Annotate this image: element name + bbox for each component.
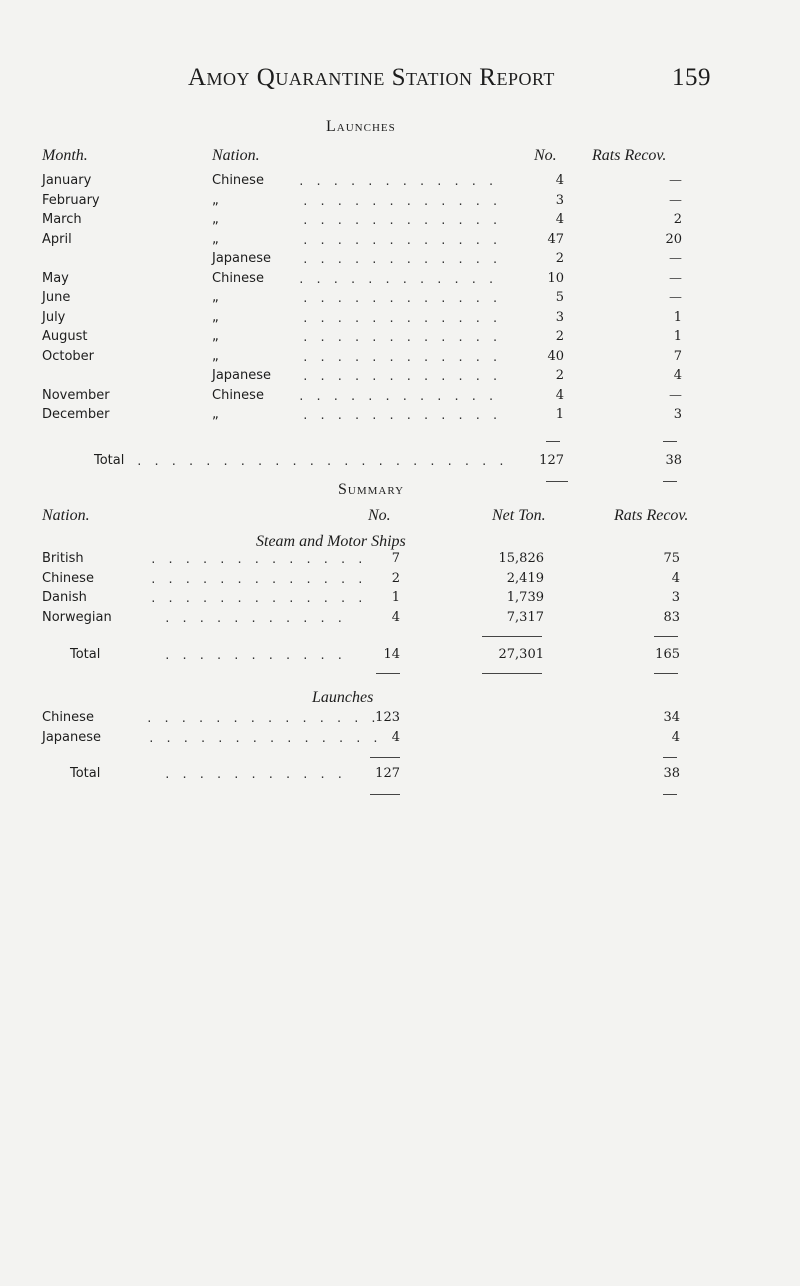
table-row-nation: „ bbox=[212, 290, 219, 305]
steam-total-no: 14 bbox=[383, 647, 400, 662]
page-number: 159 bbox=[672, 64, 711, 91]
table-row-no: 2 bbox=[555, 329, 564, 344]
table-row-dots: . . . . . . . . . . . . bbox=[298, 273, 497, 286]
table-row-nation: „ bbox=[212, 310, 219, 325]
table-row-dots: . . . . . . . . . . . bbox=[164, 612, 346, 625]
col-nation-header: Nation. bbox=[212, 147, 260, 164]
table-row-dots: . . . . . . . . . . . . bbox=[302, 331, 501, 344]
table-row-dots: . . . . . . . . . . . . . bbox=[150, 573, 366, 586]
table-row-nation: British bbox=[42, 551, 84, 566]
table-row-no: 4 bbox=[391, 730, 400, 745]
table-row-month: October bbox=[42, 349, 95, 364]
summary-launches-total-rats: 38 bbox=[663, 766, 680, 781]
table-row-nation: Japanese bbox=[42, 730, 102, 745]
col-rats-header: Rats Recov. bbox=[592, 147, 667, 164]
summary-launches-rats-rule-top bbox=[663, 757, 677, 758]
steam-motor-heading: Steam and Motor Ships bbox=[256, 533, 406, 550]
table-row-rats: — bbox=[669, 271, 682, 286]
table-row-month: November bbox=[42, 388, 110, 403]
summary-col-nation-header: Nation. bbox=[42, 507, 90, 524]
summary-col-ton-header: Net Ton. bbox=[492, 507, 546, 524]
table-row-nation: Chinese bbox=[42, 710, 94, 725]
summary-launches-no-rule-top bbox=[370, 757, 400, 758]
steam-total-ton: 27,301 bbox=[498, 647, 544, 662]
table-row-rats: 4 bbox=[671, 730, 680, 745]
table-row-rats: 83 bbox=[663, 610, 680, 625]
table-row-rats: — bbox=[669, 251, 682, 266]
table-row-dots: . . . . . . . . . . . . bbox=[302, 214, 501, 227]
table-row-dots: . . . . . . . . . . . . bbox=[302, 292, 501, 305]
summary-col-rats-header: Rats Recov. bbox=[614, 507, 689, 524]
table-row-rats: — bbox=[669, 290, 682, 305]
table-row-nation: „ bbox=[212, 232, 219, 247]
table-row-net-ton: 2,419 bbox=[506, 571, 544, 586]
table-row-nation: Chinese bbox=[212, 388, 264, 403]
table-row-nation: Japanese bbox=[212, 368, 272, 383]
table-row-rats: 75 bbox=[663, 551, 680, 566]
summary-launches-heading: Launches bbox=[312, 689, 374, 706]
table-row-rats: — bbox=[669, 173, 682, 188]
launches-rats-total-rule-top bbox=[663, 441, 677, 442]
table-row-month: August bbox=[42, 329, 88, 344]
table-row-nation: Chinese bbox=[212, 173, 264, 188]
summary-launches-total-no: 127 bbox=[375, 766, 400, 781]
table-row-month: June bbox=[42, 290, 71, 305]
table-row-dots: . . . . . . . . . . . . bbox=[298, 175, 497, 188]
table-row-no: 4 bbox=[391, 610, 400, 625]
table-row-no: 47 bbox=[547, 232, 564, 247]
table-row-month: April bbox=[42, 232, 72, 247]
table-row-no: 2 bbox=[555, 368, 564, 383]
table-row-month: February bbox=[42, 193, 100, 208]
launches-rats-total-rule-bottom bbox=[663, 481, 677, 482]
launches-total-dots: . . . . . . . . . . . . . . . . . . . . . . bbox=[136, 455, 507, 468]
table-row-nation: Danish bbox=[42, 590, 87, 605]
table-row-no: 40 bbox=[547, 349, 564, 364]
table-row-dots: . . . . . . . . . . . . . . bbox=[148, 732, 381, 745]
table-row-nation: Chinese bbox=[42, 571, 94, 586]
summary-heading: Summary bbox=[338, 481, 405, 498]
steam-total-label: Total bbox=[70, 647, 101, 662]
launches-no-total-rule-bottom bbox=[546, 481, 568, 482]
table-row-net-ton: 15,826 bbox=[498, 551, 544, 566]
launches-total-no: 127 bbox=[539, 453, 564, 468]
table-row-no: 1 bbox=[555, 407, 564, 422]
table-row-rats: 4 bbox=[671, 571, 680, 586]
steam-rats-total-rule-bottom bbox=[654, 673, 678, 674]
table-row-no: 7 bbox=[391, 551, 400, 566]
col-no-header: No. bbox=[534, 147, 557, 164]
table-row-net-ton: 1,739 bbox=[506, 590, 544, 605]
table-row-rats: 2 bbox=[673, 212, 682, 227]
table-row-no: 1 bbox=[391, 590, 400, 605]
steam-total-dots: . . . . . . . . . . . bbox=[164, 649, 346, 662]
table-row-nation: „ bbox=[212, 407, 219, 422]
col-month-header: Month. bbox=[42, 147, 88, 164]
summary-launches-no-rule-bottom bbox=[370, 794, 400, 795]
table-row-dots: . . . . . . . . . . . . bbox=[302, 312, 501, 325]
table-row-nation: Norwegian bbox=[42, 610, 112, 625]
table-row-dots: . . . . . . . . . . . . bbox=[298, 390, 497, 403]
table-row-net-ton: 7,317 bbox=[506, 610, 544, 625]
steam-rats-total-rule-top bbox=[654, 636, 678, 637]
table-row-month: January bbox=[42, 173, 92, 188]
summary-col-no-header: No. bbox=[368, 507, 391, 524]
table-row-dots: . . . . . . . . . . . . . bbox=[150, 592, 366, 605]
steam-ton-total-rule-bottom bbox=[482, 673, 542, 674]
table-row-rats: — bbox=[669, 388, 682, 403]
table-row-dots: . . . . . . . . . . . . bbox=[302, 351, 501, 364]
table-row-rats: 34 bbox=[663, 710, 680, 725]
table-row-month: March bbox=[42, 212, 82, 227]
table-row-rats: 20 bbox=[665, 232, 682, 247]
table-row-month: May bbox=[42, 271, 69, 286]
table-row-nation: Japanese bbox=[212, 251, 272, 266]
table-row-nation: „ bbox=[212, 329, 219, 344]
table-row-rats: 1 bbox=[673, 329, 682, 344]
steam-ton-total-rule-top bbox=[482, 636, 542, 637]
table-row-no: 123 bbox=[375, 710, 400, 725]
table-row-no: 2 bbox=[555, 251, 564, 266]
table-row-nation: „ bbox=[212, 212, 219, 227]
table-row-dots: . . . . . . . . . . . . bbox=[302, 409, 501, 422]
table-row-no: 2 bbox=[391, 571, 400, 586]
table-row-no: 3 bbox=[555, 193, 564, 208]
table-row-rats: 3 bbox=[673, 407, 682, 422]
page-title: Amoy Quarantine Station Report bbox=[188, 64, 555, 91]
launches-total-rats: 38 bbox=[665, 453, 682, 468]
table-row-dots: . . . . . . . . . . . . bbox=[302, 195, 501, 208]
launches-heading: Launches bbox=[326, 118, 396, 135]
table-row-dots: . . . . . . . . . . . . . bbox=[150, 553, 366, 566]
launches-no-total-rule-top bbox=[546, 441, 560, 442]
summary-launches-total-label: Total bbox=[70, 766, 101, 781]
table-row-rats: 1 bbox=[673, 310, 682, 325]
table-row-no: 10 bbox=[547, 271, 564, 286]
table-row-dots: . . . . . . . . . . . . bbox=[302, 253, 501, 266]
table-row-dots: . . . . . . . . . . . . . . bbox=[146, 712, 379, 725]
table-row-no: 5 bbox=[555, 290, 564, 305]
table-row-rats: 4 bbox=[673, 368, 682, 383]
table-row-rats: 7 bbox=[673, 349, 682, 364]
table-row-no: 3 bbox=[555, 310, 564, 325]
table-row-no: 4 bbox=[555, 173, 564, 188]
steam-total-rats: 165 bbox=[655, 647, 680, 662]
table-row-nation: „ bbox=[212, 349, 219, 364]
steam-no-total-rule-bottom bbox=[376, 673, 400, 674]
table-row-month: July bbox=[42, 310, 66, 325]
launches-total-label: Total bbox=[94, 453, 125, 468]
summary-launches-total-dots: . . . . . . . . . . . bbox=[164, 768, 346, 781]
table-row-month: December bbox=[42, 407, 110, 422]
table-row-no: 4 bbox=[555, 212, 564, 227]
table-row-dots: . . . . . . . . . . . . bbox=[302, 370, 501, 383]
table-row-no: 4 bbox=[555, 388, 564, 403]
table-row-rats: — bbox=[669, 193, 682, 208]
table-row-dots: . . . . . . . . . . . . bbox=[302, 234, 501, 247]
summary-launches-rats-rule-bottom bbox=[663, 794, 677, 795]
table-row-nation: „ bbox=[212, 193, 219, 208]
table-row-rats: 3 bbox=[671, 590, 680, 605]
table-row-nation: Chinese bbox=[212, 271, 264, 286]
